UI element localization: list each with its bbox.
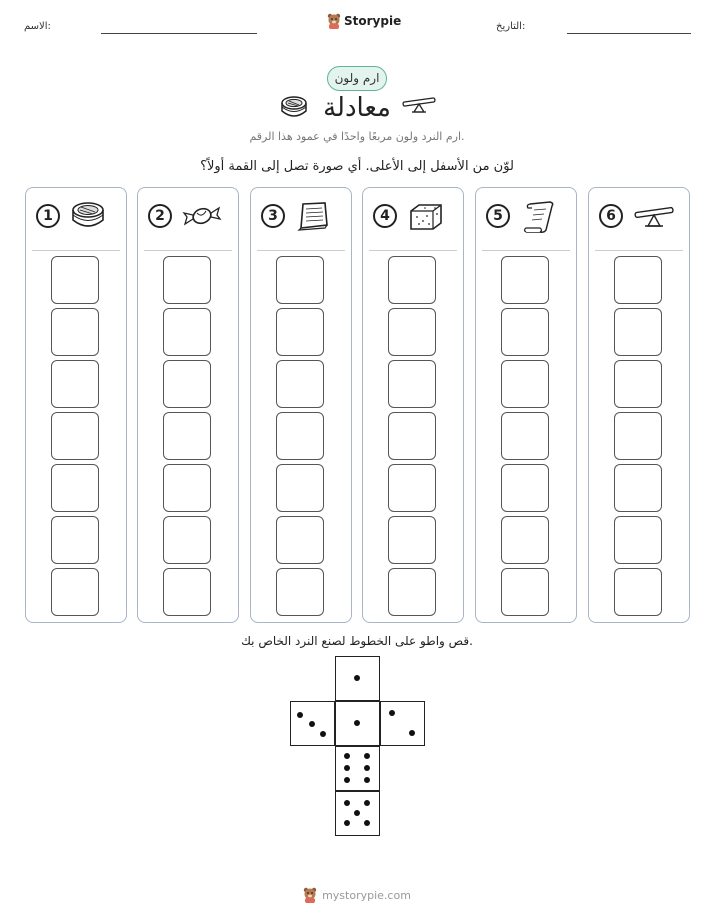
color-square[interactable] xyxy=(388,256,436,304)
color-square[interactable] xyxy=(51,256,99,304)
dice-face xyxy=(335,746,380,791)
seesaw-icon xyxy=(633,206,675,228)
color-square[interactable] xyxy=(51,308,99,356)
color-square[interactable] xyxy=(388,412,436,460)
color-square[interactable] xyxy=(276,412,324,460)
color-square[interactable] xyxy=(501,308,549,356)
column-number: 4 xyxy=(373,204,397,228)
dice-pip xyxy=(354,720,360,726)
dice-pip xyxy=(309,721,315,727)
dice-face xyxy=(335,656,380,701)
color-square[interactable] xyxy=(276,256,324,304)
dice-pip xyxy=(320,731,326,737)
scroll-icon xyxy=(520,200,556,234)
dice-face xyxy=(335,791,380,836)
color-square[interactable] xyxy=(614,308,662,356)
color-square[interactable] xyxy=(276,464,324,512)
color-square[interactable] xyxy=(614,412,662,460)
column-divider xyxy=(482,250,570,251)
column-number: 3 xyxy=(261,204,285,228)
column-header xyxy=(476,200,576,236)
color-square[interactable] xyxy=(388,516,436,564)
dice-pip xyxy=(364,777,370,783)
column-header xyxy=(26,200,126,236)
dice-pip xyxy=(344,753,350,759)
column-number: 5 xyxy=(486,204,510,228)
barrel-ring-icon xyxy=(70,200,106,232)
color-square[interactable] xyxy=(276,568,324,616)
color-square[interactable] xyxy=(51,516,99,564)
color-square[interactable] xyxy=(51,464,99,512)
column-divider xyxy=(369,250,457,251)
column-divider xyxy=(595,250,683,251)
footer xyxy=(0,887,714,903)
column-header xyxy=(589,200,689,236)
dice-pip xyxy=(389,710,395,716)
color-square[interactable] xyxy=(276,308,324,356)
column-4[interactable] xyxy=(362,187,464,623)
page-title: معادلة xyxy=(323,93,391,123)
dice-face xyxy=(290,701,335,746)
color-square[interactable] xyxy=(501,256,549,304)
color-square[interactable] xyxy=(163,360,211,408)
dice-net xyxy=(290,656,425,836)
dice-pip xyxy=(364,800,370,806)
column-header xyxy=(251,200,351,236)
color-square[interactable] xyxy=(163,464,211,512)
color-square[interactable] xyxy=(388,464,436,512)
color-square[interactable] xyxy=(276,516,324,564)
color-square[interactable] xyxy=(51,412,99,460)
column-6[interactable] xyxy=(588,187,690,623)
dice-face xyxy=(380,701,425,746)
seesaw-icon xyxy=(402,97,436,113)
color-square[interactable] xyxy=(163,412,211,460)
color-square[interactable] xyxy=(614,256,662,304)
column-3[interactable] xyxy=(250,187,352,623)
color-square[interactable] xyxy=(501,568,549,616)
column-5[interactable] xyxy=(475,187,577,623)
column-divider xyxy=(32,250,120,251)
cut-instruction: قص واطو على الخطوط لصنع النرد الخاص بك. xyxy=(241,634,473,648)
color-square[interactable] xyxy=(388,308,436,356)
sponge-icon xyxy=(407,200,445,232)
color-square[interactable] xyxy=(614,360,662,408)
color-square[interactable] xyxy=(163,568,211,616)
dice-pip xyxy=(344,777,350,783)
color-square[interactable] xyxy=(501,360,549,408)
column-header xyxy=(138,200,238,236)
instruction: لوّن من الأسفل إلى الأعلى. أي صورة تصل إلى القمة أولاً؟ xyxy=(200,159,514,174)
dice-pip xyxy=(344,765,350,771)
dice-pip xyxy=(354,675,360,681)
brand-logo xyxy=(327,13,401,29)
dice-pip xyxy=(297,712,303,718)
dice-pip xyxy=(344,800,350,806)
dice-pip xyxy=(364,820,370,826)
column-divider xyxy=(144,250,232,251)
color-square[interactable] xyxy=(163,308,211,356)
dice-pip xyxy=(364,753,370,759)
footer-url[interactable]: mystorypie.com xyxy=(322,888,411,902)
color-square[interactable] xyxy=(388,360,436,408)
color-square[interactable] xyxy=(388,568,436,616)
color-square[interactable] xyxy=(501,464,549,512)
dice-face xyxy=(335,701,380,746)
color-square[interactable] xyxy=(614,464,662,512)
dice-pip xyxy=(364,765,370,771)
column-1[interactable] xyxy=(25,187,127,623)
bear-logo-icon xyxy=(327,13,341,29)
color-square[interactable] xyxy=(163,256,211,304)
brand-name: Storypie xyxy=(344,14,402,28)
subtitle: ارم النرد ولون مربعًا واحدًا في عمود هذا الرقم. xyxy=(249,130,465,143)
color-square[interactable] xyxy=(614,568,662,616)
column-divider xyxy=(257,250,345,251)
color-square[interactable] xyxy=(51,568,99,616)
candy-icon xyxy=(182,200,222,232)
color-square[interactable] xyxy=(163,516,211,564)
bear-logo-icon xyxy=(303,887,317,903)
date-label: التاريخ: xyxy=(496,21,526,32)
dice-pip xyxy=(344,820,350,826)
column-number: 2 xyxy=(148,204,172,228)
name-line[interactable] xyxy=(101,33,257,34)
color-square[interactable] xyxy=(276,360,324,408)
biscuit-icon xyxy=(295,200,331,232)
name-label: الاسم: xyxy=(24,21,51,32)
color-square[interactable] xyxy=(501,516,549,564)
activity-badge: ارم ولون xyxy=(327,66,387,91)
color-square[interactable] xyxy=(501,412,549,460)
column-number: 6 xyxy=(599,204,623,228)
dice-pip xyxy=(354,810,360,816)
column-number: 1 xyxy=(36,204,60,228)
color-square[interactable] xyxy=(51,360,99,408)
column-header xyxy=(363,200,463,236)
color-square[interactable] xyxy=(614,516,662,564)
column-2[interactable] xyxy=(137,187,239,623)
dice-pip xyxy=(409,730,415,736)
date-line[interactable] xyxy=(567,33,691,34)
